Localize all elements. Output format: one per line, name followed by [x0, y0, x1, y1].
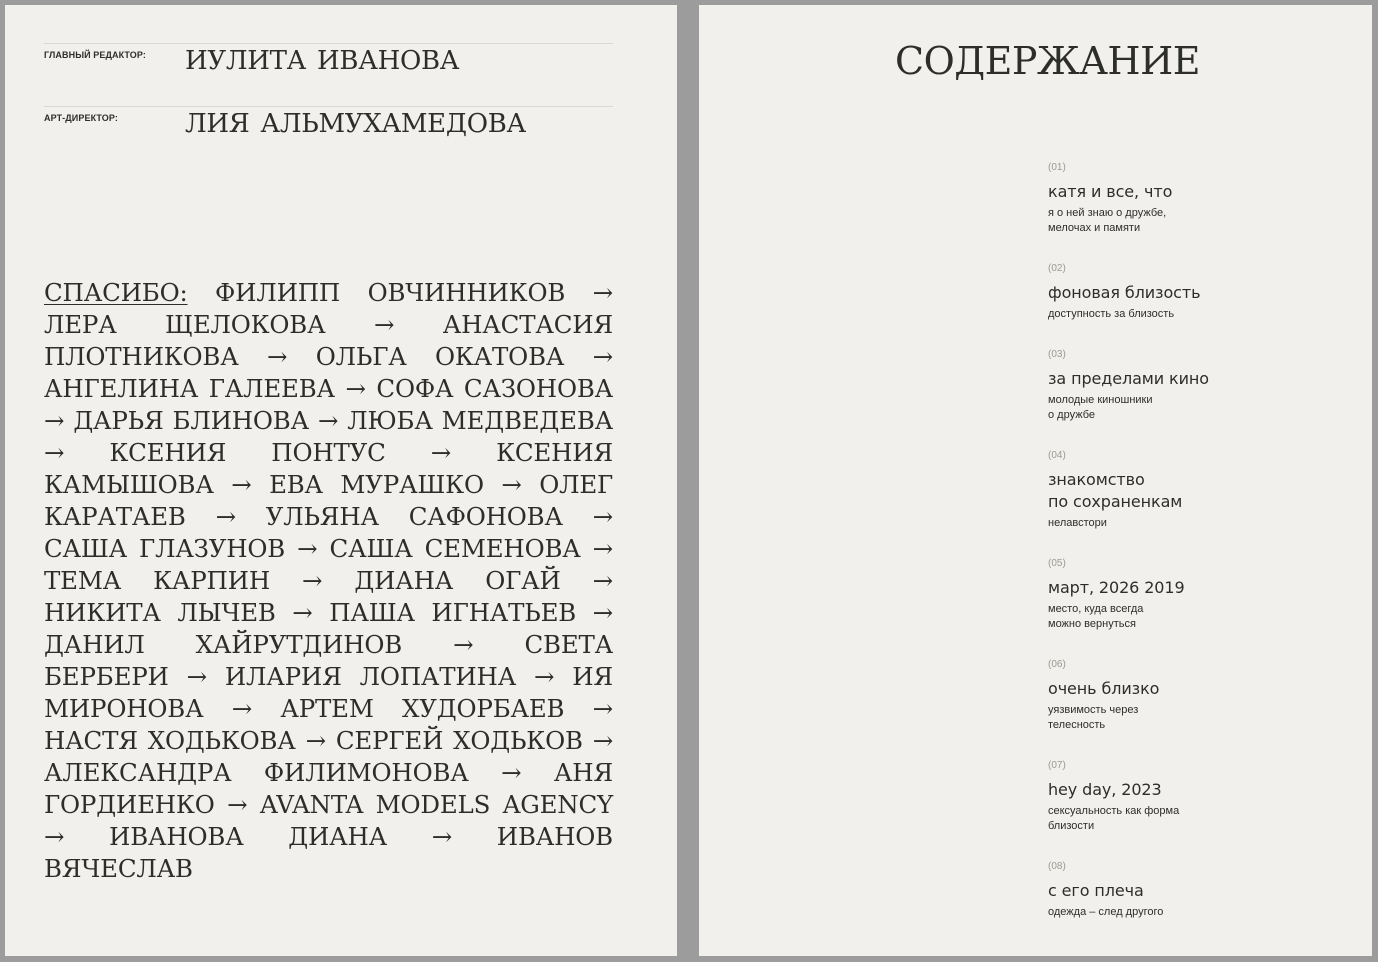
thanks-label: СПАСИБО: [44, 278, 188, 307]
masthead-role: АРТ-ДИРЕКТОР: [44, 113, 118, 123]
thanks-name: ДИАНА ОГАЙ [354, 566, 561, 595]
contents-item[interactable] [1048, 558, 1348, 632]
thanks-name: ОЛЬГА ОКАТОВА [315, 342, 565, 371]
thanks-name: НИКИТА ЛЫЧЕВ [44, 598, 276, 627]
arrow-separator: → [302, 566, 323, 595]
thanks-name: ДАНИЛ ХАЙРУТДИНОВ [44, 630, 403, 659]
masthead-name: ЛИЯ АЛЬМУХАМЕДОВА [185, 109, 526, 139]
contents-item[interactable] [1048, 659, 1348, 733]
thanks-name: СОФА САЗОНОВА [376, 374, 613, 403]
contents-item[interactable] [1048, 263, 1348, 322]
contents-item-subtitle: место, куда всегда можно вернуться [1048, 603, 1144, 630]
contents-item-number: (05) [1048, 558, 1066, 569]
contents-item-title: hey day, 2023 [1048, 780, 1162, 799]
thanks-name: АНАСТАСИЯ ПЛОТНИКОВА [44, 310, 613, 371]
contents-item[interactable] [1048, 760, 1348, 834]
arrow-separator: → [592, 278, 613, 307]
thanks-name: АНГЕЛИНА ГАЛЕЕВА [44, 374, 335, 403]
thanks-name: ОЛЕГ КАРАТАЕВ [44, 470, 614, 531]
contents-item-subtitle: сексуальность как форма близости [1048, 805, 1180, 832]
arrow-separator: → [44, 438, 65, 467]
contents-item-subtitle: доступность за близость [1048, 308, 1175, 320]
thanks-name: КСЕНИЯ КАМЫШОВА [44, 438, 613, 499]
thanks-name: ДАРЬЯ БЛИНОВА [73, 406, 309, 435]
contents-item-subtitle: нелавстори [1048, 517, 1107, 529]
contents-item-title: март, 2026 2019 [1048, 578, 1185, 597]
contents-item[interactable] [1048, 450, 1348, 531]
thanks-name: ИВАНОВ ВЯЧЕСЛАВ [44, 822, 613, 883]
contents-item-number: (01) [1048, 162, 1066, 173]
contents-item-number: (03) [1048, 349, 1066, 360]
thanks-name: АЛЕКСАНДРА ФИЛИМОНОВА [44, 758, 469, 787]
contents-item-subtitle: я о ней знаю о дружбе, мелочах и памяти [1048, 207, 1167, 234]
contents-item-number: (07) [1048, 760, 1066, 771]
arrow-separator: → [592, 342, 614, 371]
arrow-separator: → [430, 438, 452, 467]
thanks-name: ФИЛИПП ОВЧИННИКОВ [215, 278, 566, 307]
masthead-row-art-director [44, 106, 613, 147]
thanks-name: ЛЕРА ЩЕЛОКОВА [44, 310, 326, 339]
thanks-name: УЛЬЯНА САФОНОВА [265, 502, 563, 531]
arrow-separator: → [186, 662, 207, 691]
thanks-name: САША ГЛАЗУНОВ [44, 534, 286, 563]
contents-title: СОДЕРЖАНИЕ [895, 39, 1200, 83]
thanks-name: ЛЮБА МЕДВЕДЕВА [347, 406, 613, 435]
arrow-separator: → [44, 406, 65, 435]
thanks-name: КСЕНИЯ ПОНТУС [109, 438, 386, 467]
arrow-separator: → [501, 470, 522, 499]
thanks-name: САША СЕМЕНОВА [329, 534, 581, 563]
arrow-separator: → [373, 310, 395, 339]
contents-item-number: (02) [1048, 263, 1066, 274]
arrow-separator: → [592, 726, 614, 755]
arrow-separator: → [292, 598, 313, 627]
contents-item-title: очень близко [1048, 679, 1160, 698]
thanks-name: АРТЕМ ХУДОРБАЕВ [280, 694, 565, 723]
thanks-name: СЕРГЕЙ ХОДЬКОВ [335, 726, 583, 755]
thanks-name: НАСТЯ ХОДЬКОВА [44, 726, 296, 755]
contents-item-subtitle: молодые киношники о дружбе [1048, 394, 1153, 421]
contents-item-title: знакомство по сохраненкам [1048, 470, 1183, 511]
contents-item-subtitle: одежда – след другого [1048, 906, 1164, 918]
arrow-separator: → [267, 342, 288, 371]
contents-item-subtitle: уязвимость через телесность [1048, 704, 1139, 731]
arrow-separator: → [231, 470, 252, 499]
masthead-row-editor [44, 43, 613, 84]
contents-item-number: (06) [1048, 659, 1066, 670]
contents-item-title: фоновая близость [1048, 283, 1201, 302]
right-page [699, 5, 1372, 956]
arrow-separator: → [533, 662, 555, 691]
arrow-separator: → [501, 758, 522, 787]
left-page [5, 5, 677, 956]
arrow-separator: → [227, 790, 248, 819]
thanks-name: ТЕМА КАРПИН [44, 566, 270, 595]
contents-item-title: за пределами кино [1048, 369, 1209, 388]
arrow-separator: → [592, 534, 613, 563]
arrow-separator: → [592, 502, 613, 531]
arrow-separator: → [317, 406, 339, 435]
thanks-name: ПАША ИГНАТЬЕВ [329, 598, 577, 627]
thanks-name: ЕВА МУРАШКО [269, 470, 484, 499]
contents-item-title: катя и все, что [1048, 182, 1173, 201]
contents-item-title: с его плеча [1048, 881, 1144, 900]
thanks-name: AVANTA MODELS AGENCY [259, 790, 614, 819]
thanks-name: ИЛАРИЯ ЛОПАТИНА [224, 662, 517, 691]
contents-item[interactable] [1048, 861, 1348, 920]
arrow-separator: → [592, 566, 613, 595]
arrow-separator: → [453, 630, 474, 659]
arrow-separator: → [305, 726, 326, 755]
thanks-name: ИЯ МИРОНОВА [44, 662, 613, 723]
contents-item[interactable] [1048, 349, 1348, 423]
arrow-separator: → [592, 598, 613, 627]
thanks-name: АНЯ ГОРДИЕНКО [44, 758, 613, 819]
masthead-name: ИУЛИТА ИВАНОВА [185, 46, 460, 76]
arrow-separator: → [44, 822, 65, 851]
arrow-separator: → [431, 822, 453, 851]
arrow-separator: → [215, 502, 236, 531]
thanks-paragraph [44, 277, 613, 885]
masthead-role: ГЛАВНЫЙ РЕДАКТОР: [44, 50, 146, 60]
arrow-separator: → [592, 694, 613, 723]
arrow-separator: → [345, 374, 366, 403]
thanks-name: СВЕТА БЕРБЕРИ [44, 630, 613, 691]
arrow-separator: → [231, 694, 253, 723]
contents-item[interactable] [1048, 162, 1348, 236]
arrow-separator: → [297, 534, 318, 563]
contents-item-number: (04) [1048, 450, 1066, 461]
thanks-name: ИВАНОВА ДИАНА [109, 822, 388, 851]
contents-item-number: (08) [1048, 861, 1066, 872]
